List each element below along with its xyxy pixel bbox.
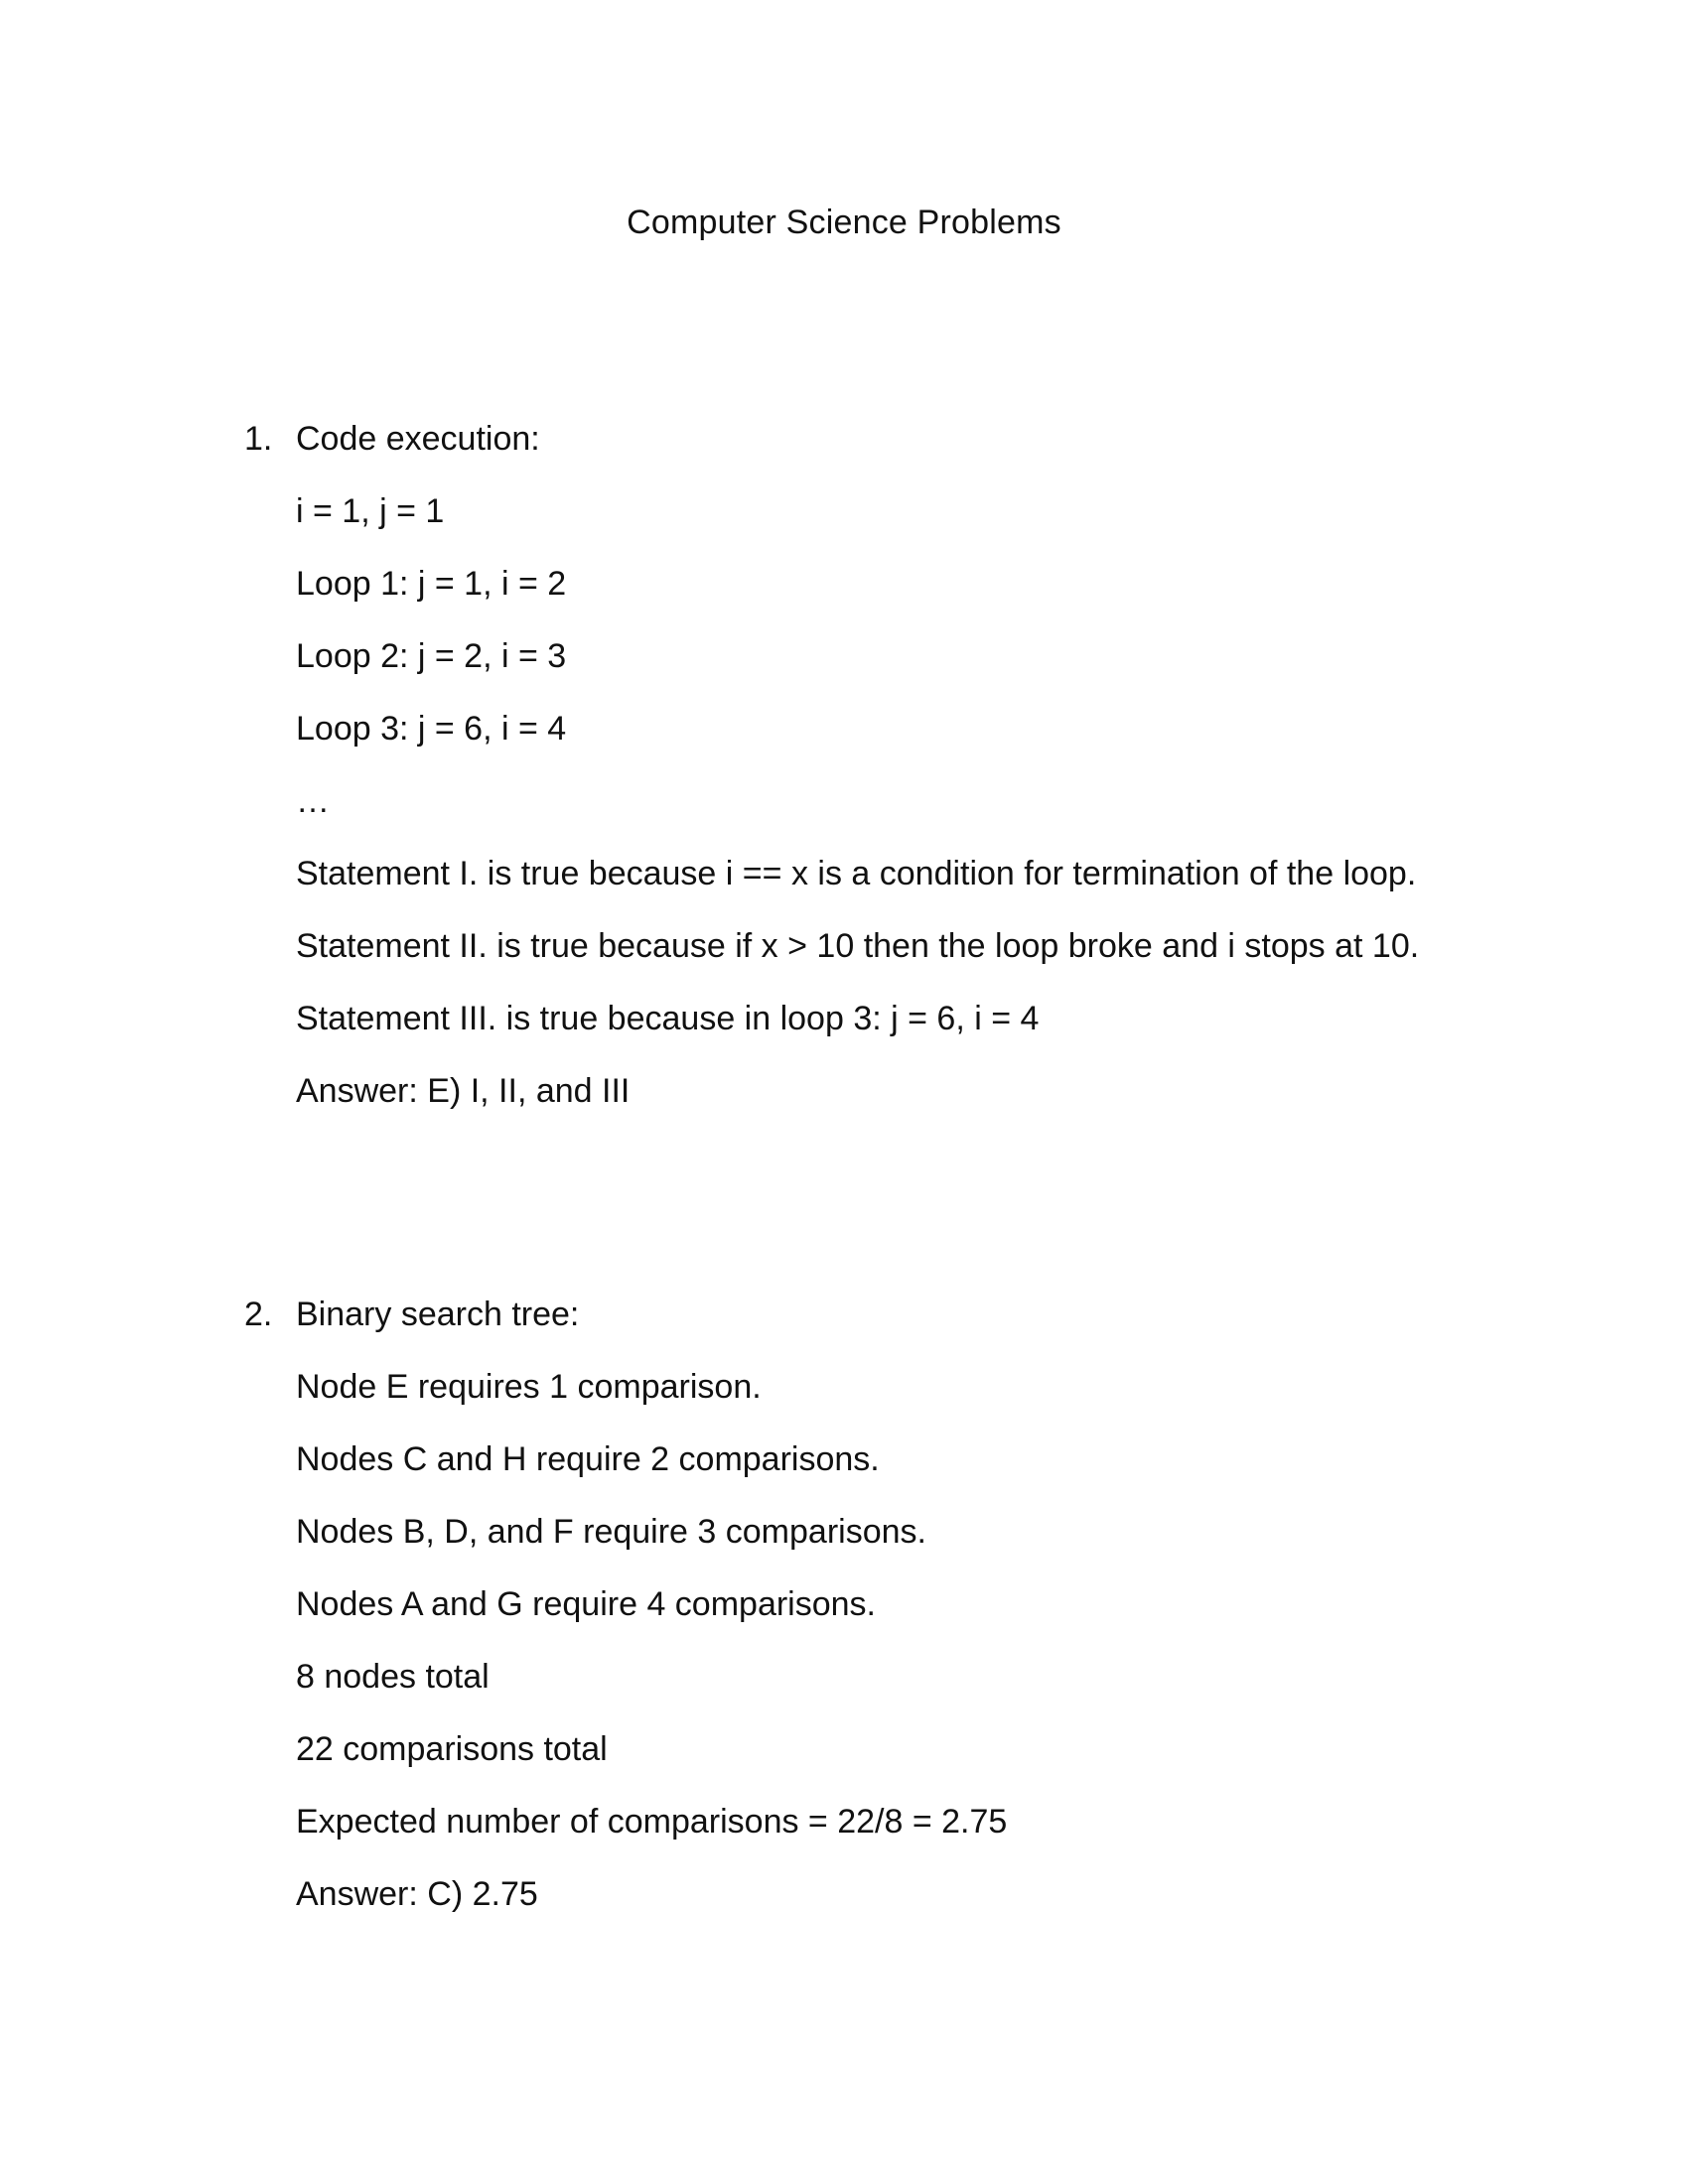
text-line: Node E requires 1 comparison. (296, 1368, 762, 1406)
text-line: Statement I. is true because i == x is a condition for termination of the loop. (296, 855, 1417, 892)
text-line: Loop 2: j = 2, i = 3 (296, 637, 567, 675)
answer-line: Answer: E) I, II, and III (296, 1072, 631, 1110)
text-line: Statement III. is true because in loop 3: j = 6, i = 4 (296, 1000, 1040, 1037)
problem-lines (296, 1365, 1587, 1945)
text-line: Nodes A and G require 4 comparisons. (296, 1585, 876, 1623)
text-line: Loop 1: j = 1, i = 2 (296, 565, 567, 603)
text-line: Expected number of comparisons = 22/8 = 2.75 (296, 1803, 1008, 1841)
text-line: Nodes C and H require 2 comparisons. (296, 1440, 880, 1478)
ellipsis-line: … (296, 782, 330, 820)
text-line: Loop 3: j = 6, i = 4 (296, 710, 567, 748)
problem-number: 1. (244, 420, 273, 458)
problem-number: 2. (244, 1296, 273, 1333)
text-line: 8 nodes total (296, 1658, 490, 1696)
text-line: Statement II. is true because if x > 10 then the loop broke and i stops at 10. (296, 927, 1420, 965)
page-title: Computer Science Problems (627, 204, 1061, 241)
problem-heading: Binary search tree: (296, 1296, 580, 1333)
problem-heading: Code execution: (296, 420, 540, 458)
text-line: 22 comparisons total (296, 1730, 608, 1768)
text-line: Nodes B, D, and F require 3 comparisons. (296, 1513, 926, 1551)
problem-lines (296, 489, 1587, 1142)
text-line: i = 1, j = 1 (296, 492, 445, 530)
answer-line: Answer: C) 2.75 (296, 1875, 538, 1913)
